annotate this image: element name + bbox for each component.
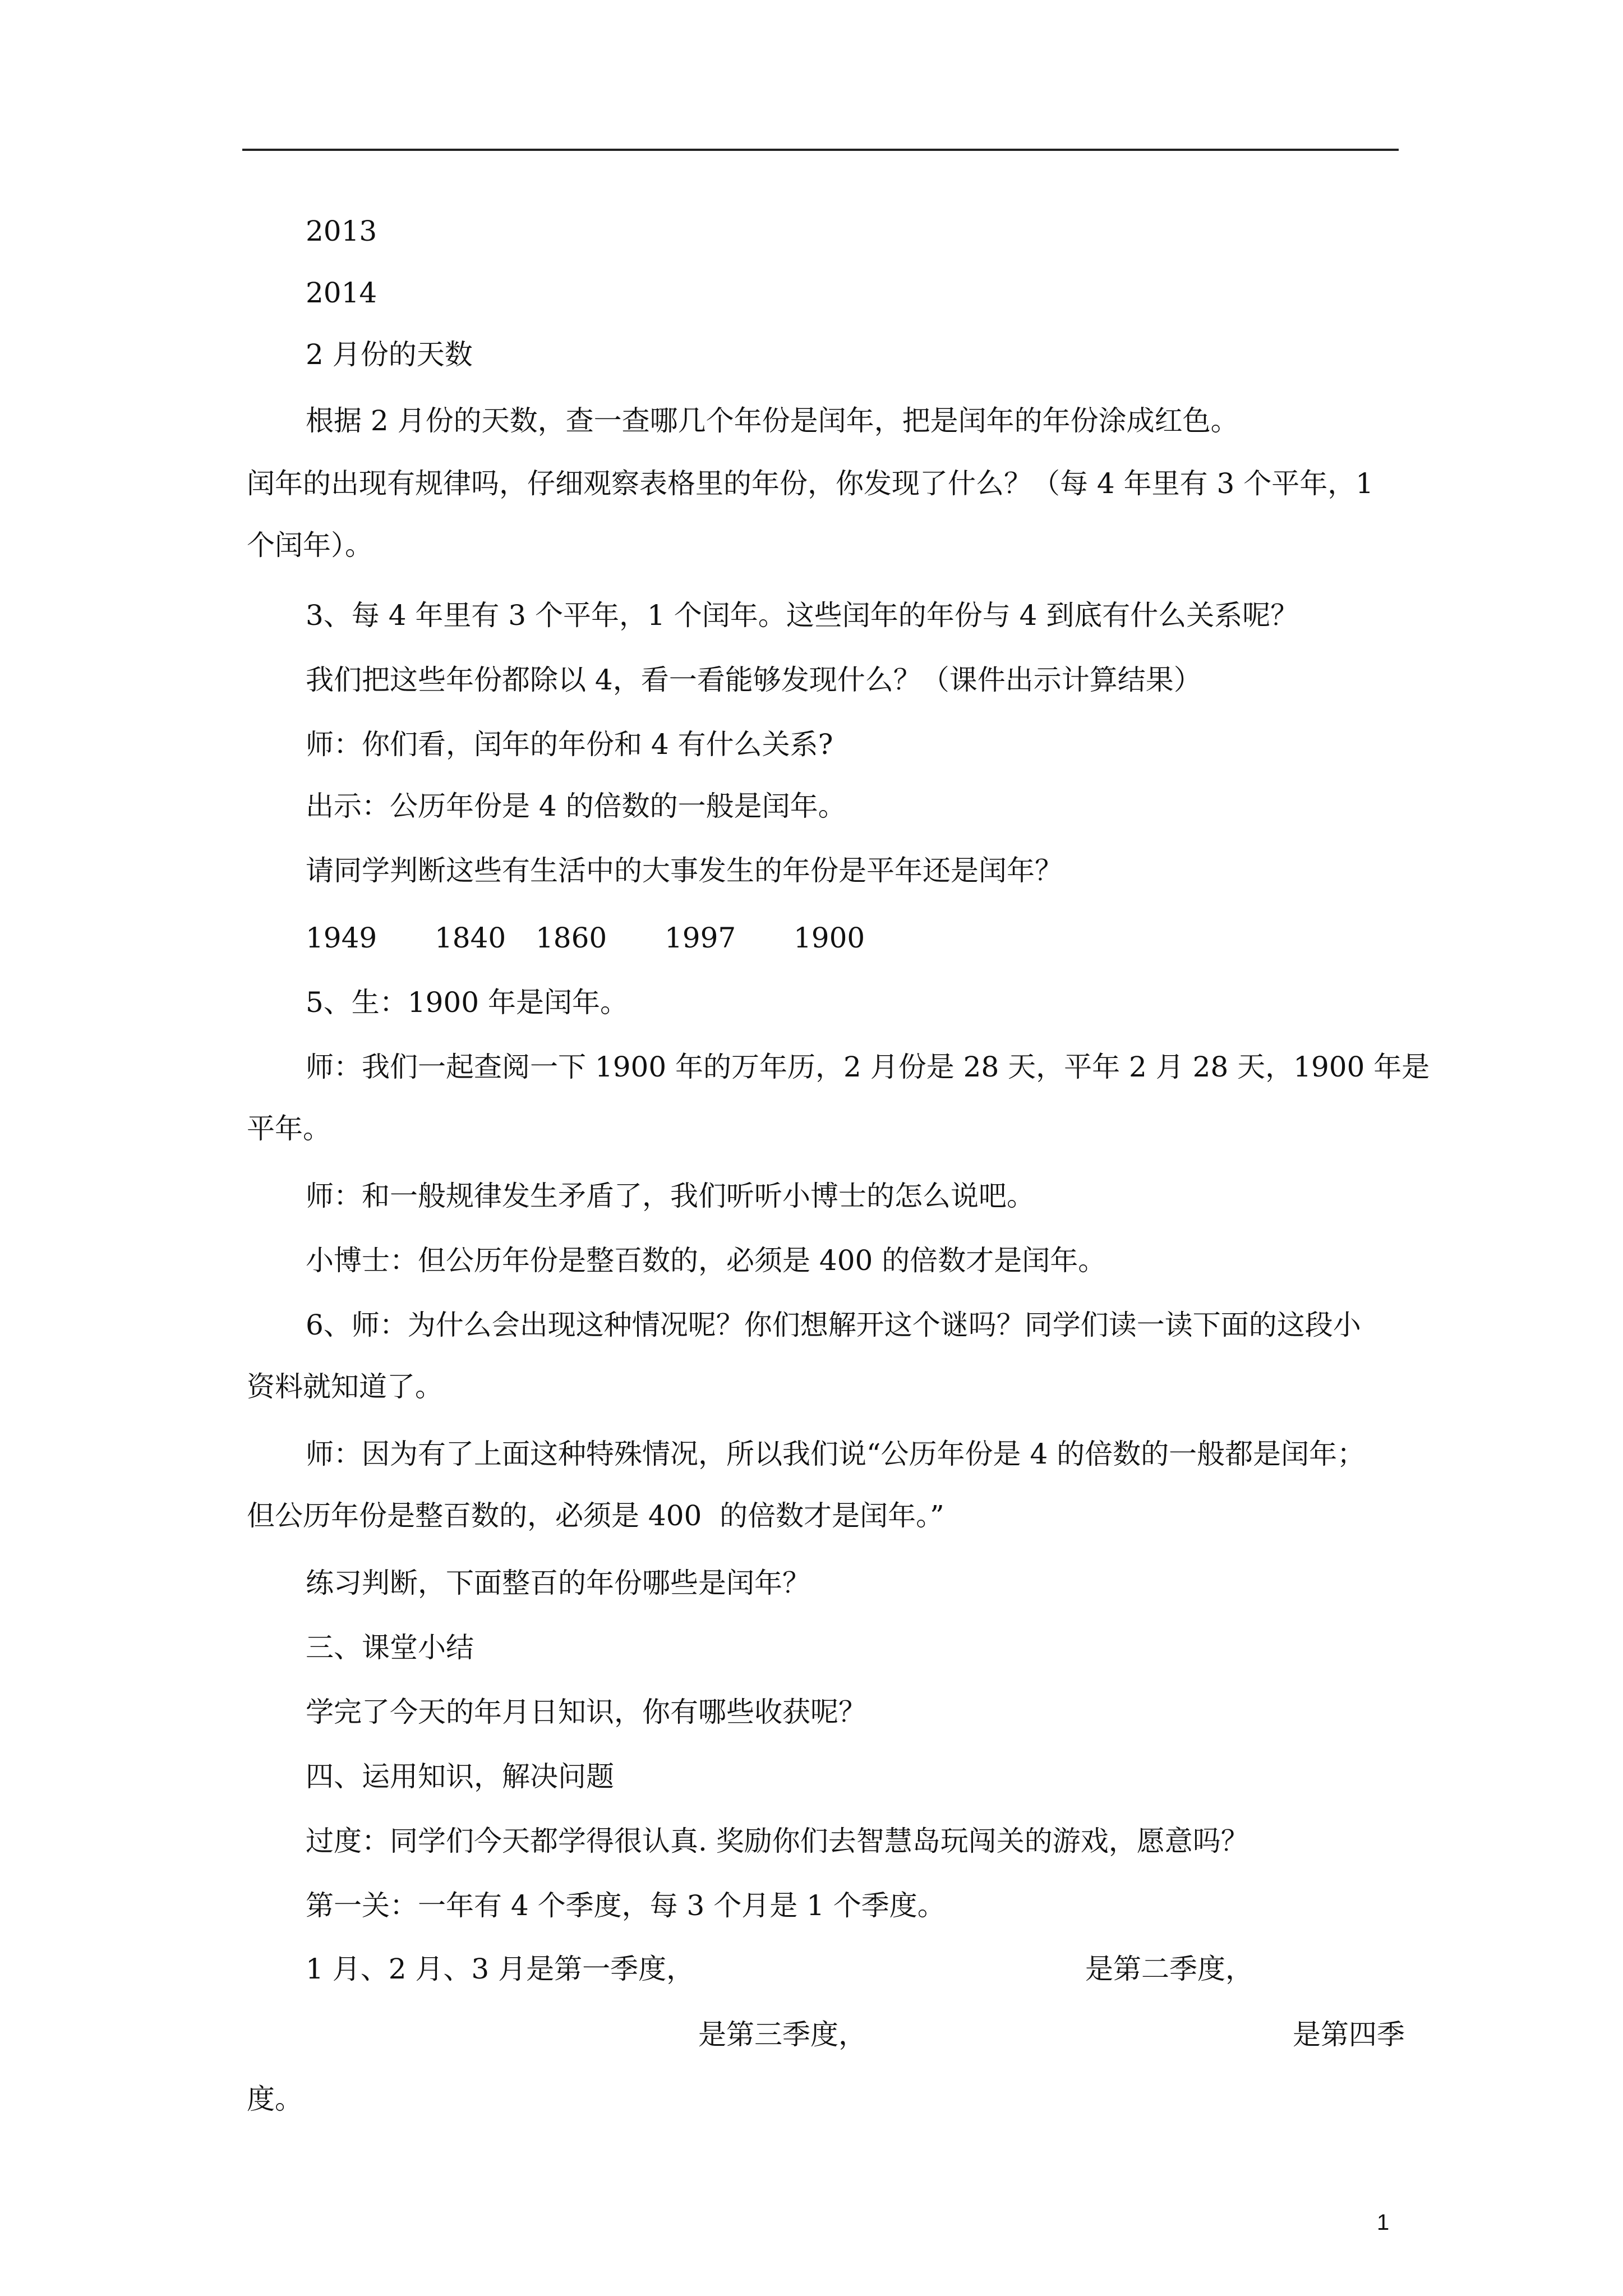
paragraph: 师：我们一起查阅一下 1900 年的万年历，2 月份是 28 天，平年 2 月 28 天，1900 年是 bbox=[306, 1051, 1430, 1083]
paragraph: 师：因为有了上面这种特殊情况，所以我们说“公历年份是 4 的倍数的一般都是闰年； bbox=[306, 1438, 1366, 1470]
paragraph: 但公历年份是整百数的，必须是 400 的倍数才是闰年。” bbox=[247, 1499, 944, 1532]
paragraph: 是第三季度， bbox=[698, 2018, 866, 2051]
paragraph: 2014 bbox=[306, 277, 377, 309]
page-number: 1 bbox=[1377, 2210, 1390, 2235]
paragraph: 第一关：一年有 4 个季度，每 3 个月是 1 个季度。 bbox=[306, 1889, 946, 1922]
paragraph: 过度：同学们今天都学得很认真. 奖励你们去智慧岛玩闯关的游戏，愿意吗？ bbox=[306, 1825, 1249, 1857]
paragraph: 1 月、2 月、3 月是第一季度， bbox=[306, 1953, 695, 1985]
paragraph: 学完了今天的年月日知识，你有哪些收获呢？ bbox=[306, 1696, 866, 1728]
paragraph: 是第四季 bbox=[1293, 2018, 1405, 2051]
paragraph: 个闰年）。 bbox=[247, 529, 373, 562]
paragraph: 师：你们看，闰年的年份和 4 有什么关系? bbox=[306, 728, 833, 761]
paragraph: 请同学判断这些有生活中的大事发生的年份是平年还是闰年？ bbox=[306, 854, 1063, 887]
section-heading: 四、运用知识，解决问题 bbox=[306, 1760, 614, 1793]
year-value: 1860 bbox=[536, 922, 607, 954]
paragraph: 6、师：为什么会出现这种情况呢？你们想解开这个谜吗？同学们读一读下面的这段小 bbox=[306, 1309, 1361, 1341]
year-value: 1997 bbox=[665, 922, 736, 954]
paragraph: 根据 2 月份的天数，查一查哪几个年份是闰年，把是闰年的年份涂成红色。 bbox=[306, 404, 1239, 437]
paragraph: 练习判断，下面整百的年份哪些是闰年？ bbox=[306, 1567, 810, 1599]
paragraph: 3、每 4 年里有 3 个平年，1 个闰年。这些闰年的年份与 4 到底有什么关系呢？ bbox=[306, 599, 1299, 632]
paragraph: 出示：公历年份是 4 的倍数的一般是闰年。 bbox=[306, 790, 846, 822]
paragraph: 闰年的出现有规律吗，仔细观察表格里的年份，你发现了什么？（每 4 年里有 3 个平年，1 bbox=[247, 467, 1374, 500]
paragraph: 小博士：但公历年份是整百数的，必须是 400 的倍数才是闰年。 bbox=[306, 1244, 1106, 1277]
paragraph: 5、生：1900 年是闰年。 bbox=[306, 986, 628, 1019]
paragraph: 是第二季度， bbox=[1085, 1953, 1253, 1985]
paragraph: 度。 bbox=[247, 2083, 303, 2115]
paragraph: 资料就知道了。 bbox=[247, 1370, 443, 1403]
section-heading: 三、课堂小结 bbox=[306, 1631, 474, 1664]
paragraph: 我们把这些年份都除以 4，看一看能够发现什么？（课件出示计算结果） bbox=[306, 664, 1202, 696]
year-value: 1840 bbox=[435, 922, 506, 954]
year-value: 1900 bbox=[794, 922, 865, 954]
paragraph: 2 月份的天数 bbox=[306, 338, 473, 371]
paragraph: 2013 bbox=[306, 215, 377, 247]
header-rule bbox=[242, 149, 1399, 151]
paragraph: 平年。 bbox=[247, 1112, 331, 1145]
year-value: 1949 bbox=[306, 922, 377, 954]
paragraph: 师：和一般规律发生矛盾了，我们听听小博士的怎么说吧。 bbox=[306, 1180, 1035, 1212]
